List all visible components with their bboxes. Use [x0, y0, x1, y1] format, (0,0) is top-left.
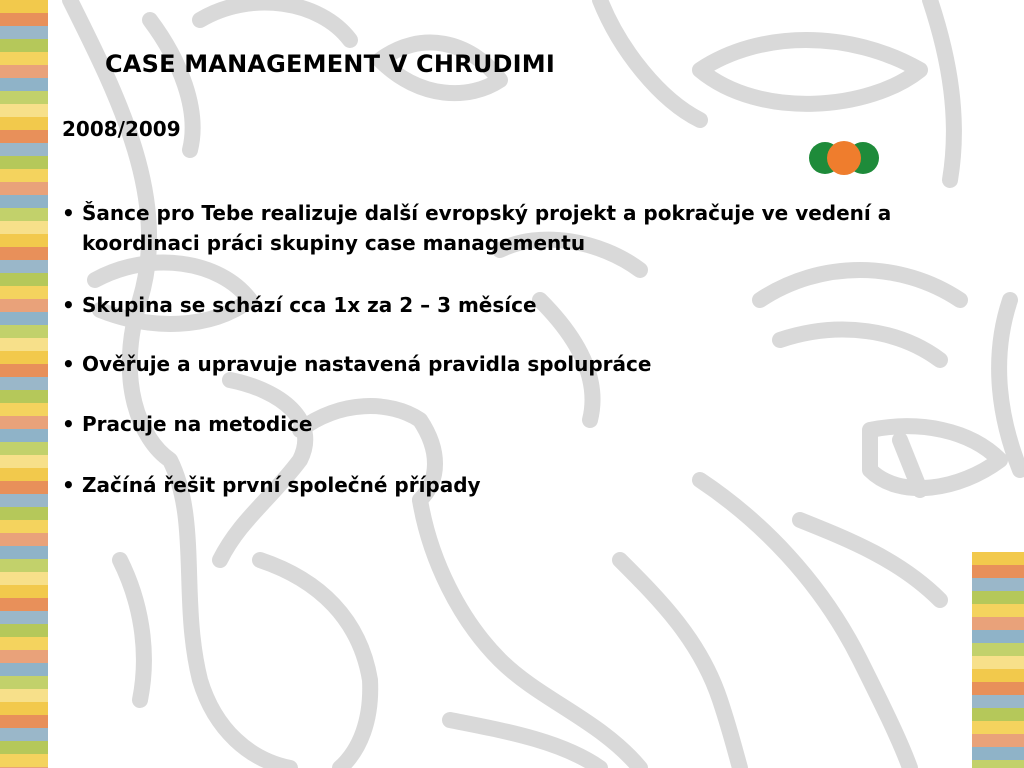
bullet-text: Skupina se schází cca 1x za 2 – 3 měsíce — [82, 293, 537, 317]
organization-logo — [808, 138, 880, 178]
year-label: 2008/2009 — [62, 117, 181, 141]
bullet-item — [62, 198, 992, 258]
bullet-dot: • — [62, 352, 75, 376]
bullet-item — [62, 470, 992, 500]
bullet-dot: • — [62, 473, 75, 497]
slide-title: CASE MANAGEMENT V CHRUDIMI — [105, 50, 555, 78]
bullet-item — [62, 349, 992, 379]
bullet-item — [62, 409, 992, 439]
bullet-dot: • — [62, 201, 75, 225]
bullet-dot: • — [62, 412, 75, 436]
bullet-text: Pracuje na metodice — [82, 412, 313, 436]
bullet-list — [62, 198, 992, 500]
bullet-text: Ověřuje a upravuje nastavená pravidla spolupráce — [82, 352, 652, 376]
bullet-item — [62, 290, 992, 320]
logo-center-circle — [827, 141, 861, 175]
bullet-text: Začíná řešit první společné případy — [82, 473, 481, 497]
bullet-text: Šance pro Tebe realizuje další evropský projekt a pokračuje ve vedení a koordinaci práci skupiny case managementu — [82, 201, 892, 255]
bullet-dot: • — [62, 293, 75, 317]
